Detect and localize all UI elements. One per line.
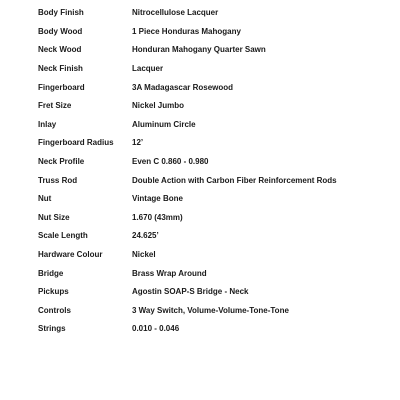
- spec-label: Fingerboard Radius: [38, 138, 114, 148]
- spec-value: 1 Piece Honduras Mahogany: [132, 26, 241, 36]
- spec-value: 3 Way Switch, Volume-Volume-Tone-Tone: [132, 305, 289, 315]
- spec-value: Honduran Mahogany Quarter Sawn: [132, 45, 266, 55]
- spec-label: Neck Finish: [38, 64, 83, 74]
- spec-label: Fret Size: [38, 101, 72, 111]
- spec-row-neck-profile: [38, 153, 388, 172]
- spec-label: Inlay: [38, 119, 57, 129]
- spec-label: Scale Length: [38, 231, 88, 241]
- spec-row-neck-wood: [38, 41, 388, 60]
- spec-row-fret-size: [38, 97, 388, 116]
- spec-label: Pickups: [38, 287, 69, 297]
- spec-value: Vintage Bone: [132, 194, 183, 204]
- spec-row-hardware-colour: [38, 246, 388, 265]
- spec-row-body-finish: [38, 4, 388, 23]
- spec-row-fingerboard-radius: [38, 134, 388, 153]
- spec-label: Neck Wood: [38, 45, 82, 55]
- spec-label: Body Finish: [38, 8, 84, 18]
- spec-row-controls: [38, 302, 388, 321]
- spec-label: Body Wood: [38, 26, 83, 36]
- spec-row-inlay: [38, 116, 388, 135]
- spec-row-body-wood: [38, 23, 388, 42]
- spec-value: 1.670 (43mm): [132, 212, 183, 222]
- spec-row-nut: [38, 190, 388, 209]
- spec-value: 12’: [132, 138, 144, 148]
- spec-label: Nut Size: [38, 212, 70, 222]
- spec-value: Lacquer: [132, 64, 164, 74]
- spec-value: Nitrocellulose Lacquer: [132, 8, 219, 18]
- spec-label: Bridge: [38, 268, 64, 278]
- spec-label: Hardware Colour: [38, 250, 103, 260]
- spec-value: Agostin SOAP-S Bridge - Neck: [132, 287, 249, 297]
- spec-label: Truss Rod: [38, 175, 78, 185]
- spec-label: Nut: [38, 194, 52, 204]
- spec-value: Double Action with Carbon Fiber Reinforcement Rods: [132, 175, 337, 185]
- spec-value: 0.010 - 0.046: [132, 324, 180, 334]
- spec-row-fingerboard: [38, 78, 388, 97]
- spec-label: Neck Profile: [38, 157, 85, 167]
- spec-row-neck-finish: [38, 60, 388, 79]
- spec-value: Aluminum Circle: [132, 119, 196, 129]
- spec-row-nut-size: [38, 209, 388, 228]
- spec-value: Even C 0.860 - 0.980: [132, 157, 209, 167]
- spec-table: [38, 4, 388, 339]
- spec-row-bridge: [38, 264, 388, 283]
- spec-row-truss-rod: [38, 171, 388, 190]
- spec-value: 3A Madagascar Rosewood: [132, 82, 234, 92]
- spec-value: Nickel Jumbo: [132, 101, 185, 111]
- spec-label: Fingerboard: [38, 82, 85, 92]
- spec-value: 24.625’: [132, 231, 159, 241]
- spec-label: Controls: [38, 305, 71, 315]
- spec-row-scale-length: [38, 227, 388, 246]
- spec-value: Brass Wrap Around: [132, 268, 207, 278]
- spec-row-strings: [38, 320, 388, 339]
- spec-label: Strings: [38, 324, 66, 334]
- spec-row-pickups: [38, 283, 388, 302]
- spec-value: Nickel: [132, 250, 156, 260]
